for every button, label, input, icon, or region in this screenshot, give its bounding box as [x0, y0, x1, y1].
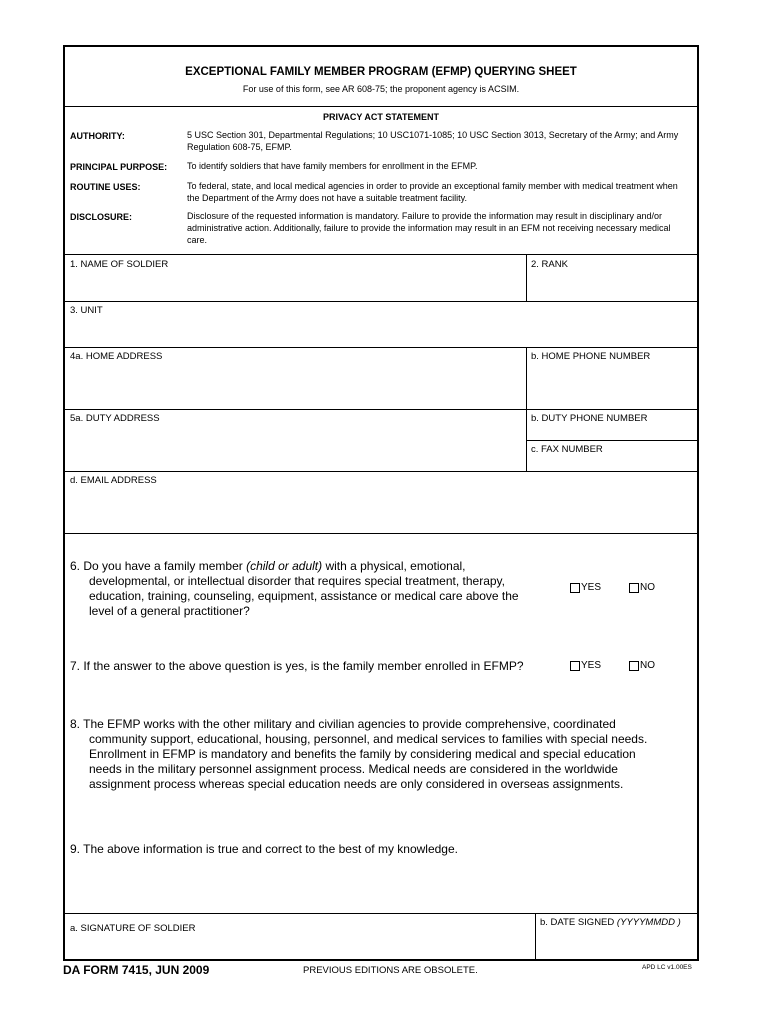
- fax-number-label: c. FAX NUMBER: [531, 444, 603, 455]
- q7-no-option[interactable]: NO: [629, 660, 655, 671]
- divider: [65, 347, 697, 348]
- routine-uses-text: To federal, state, and local medical agencies in order to provide an exceptional family member with medical treatment when the Department of the Army does not have a suitable treatment facility.: [187, 181, 678, 203]
- home-phone-field[interactable]: [527, 363, 697, 409]
- divider: [65, 533, 697, 534]
- disclosure-label: DISCLOSURE:: [70, 212, 133, 222]
- disclosure-text: Disclosure of the requested information is mandatory. Failure to provide the information may result in disciplinary and/or administrative action. Additionally, failure to provide the information may result in an EFM not receiving necessary medical care.: [187, 211, 671, 245]
- divider: [526, 440, 697, 441]
- q7-yes-option[interactable]: YES: [570, 660, 601, 671]
- unit-field[interactable]: [65, 317, 697, 347]
- signature-label: a. SIGNATURE OF SOLDIER: [70, 923, 196, 934]
- form-subtitle: For use of this form, see AR 608-75; the proponent agency is ACSIM.: [242, 84, 520, 94]
- form-id: DA FORM 7415, JUN 2009: [63, 963, 210, 977]
- signature-field[interactable]: [65, 914, 535, 959]
- unit-label: 3. UNIT: [70, 305, 103, 316]
- question-8: 8. The EFMP works with the other military and civilian agencies to provide comprehensive, coordinated community support, educational, housing, personnel, and medical services to families with special needs. Enrollment in EFMP is mandatory and benefits the family by considering medical and special education needs in the military personnel assignment process. Medical needs are considered in the worldwide assignment process whereas special education needs are only considered in overseas assignments.: [70, 717, 648, 791]
- authority-text: 5 USC Section 301, Departmental Regulations; 10 USC1071-1085; 10 USC Section 3013, Secretary of the Army; and Army Regulation 608-75, EFMP.: [187, 130, 679, 152]
- question-7: 7. If the answer to the above question is yes, is the family member enrolled in EFMP?: [70, 659, 524, 673]
- email-address-label: d. EMAIL ADDRESS: [70, 475, 157, 486]
- q6-yes-option[interactable]: YES: [570, 582, 601, 593]
- duty-address-label: 5a. DUTY ADDRESS: [70, 413, 160, 424]
- divider: [65, 471, 697, 472]
- routine-uses-label: ROUTINE USES:: [70, 182, 141, 192]
- q6-no-option[interactable]: NO: [629, 582, 655, 593]
- authority-label: AUTHORITY:: [70, 131, 125, 141]
- version-label: APD LC v1.00ES: [642, 964, 692, 971]
- q7-yes-checkbox[interactable]: [570, 661, 580, 671]
- previous-editions-note: PREVIOUS EDITIONS ARE OBSOLETE.: [303, 965, 478, 976]
- question-9: 9. The above information is true and correct to the best of my knowledge.: [70, 842, 458, 856]
- name-of-soldier-label: 1. NAME OF SOLDIER: [70, 259, 169, 270]
- home-address-label: 4a. HOME ADDRESS: [70, 351, 163, 362]
- fax-number-field[interactable]: [527, 456, 697, 471]
- principal-purpose-label: PRINCIPAL PURPOSE:: [70, 162, 168, 172]
- divider: [65, 301, 697, 302]
- name-of-soldier-field[interactable]: [65, 271, 526, 301]
- q7-no-checkbox[interactable]: [629, 661, 639, 671]
- home-address-field[interactable]: [65, 363, 526, 409]
- q6-yes-checkbox[interactable]: [570, 583, 580, 593]
- duty-phone-label: b. DUTY PHONE NUMBER: [531, 413, 648, 424]
- duty-address-field[interactable]: [65, 425, 526, 471]
- email-address-field[interactable]: [65, 487, 697, 533]
- divider: [65, 409, 697, 410]
- privacy-act-heading: PRIVACY ACT STATEMENT: [322, 112, 439, 122]
- home-phone-label: b. HOME PHONE NUMBER: [531, 351, 651, 362]
- duty-phone-field[interactable]: [527, 425, 697, 440]
- rank-field[interactable]: [527, 271, 697, 301]
- efmp-form: [63, 45, 699, 961]
- question-6: 6. Do you have a family member (child or adult) with a physical, emotional, developmental, or intellectual disorder that requires special treatment, therapy, education, training, counseling, equipment, assistance or medical care above the level of a general practitioner?: [70, 559, 519, 618]
- date-signed-field[interactable]: [536, 931, 697, 959]
- form-title: EXCEPTIONAL FAMILY MEMBER PROGRAM (EFMP) QUERYING SHEET: [185, 66, 577, 78]
- rank-label: 2. RANK: [531, 259, 568, 270]
- q6-no-checkbox[interactable]: [629, 583, 639, 593]
- divider: [65, 106, 697, 107]
- principal-purpose-text: To identify soldiers that have family members for enrollment in the EFMP.: [187, 161, 478, 171]
- divider: [65, 254, 697, 255]
- date-signed-label: b. DATE SIGNED (YYYYMMDD ): [540, 917, 681, 928]
